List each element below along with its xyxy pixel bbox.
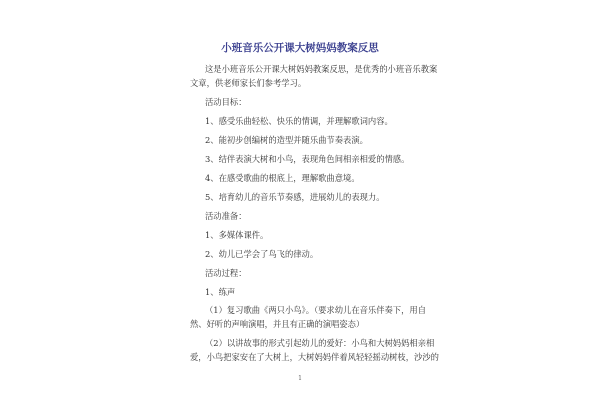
step1-item1-line1: （1）复习歌曲《两只小鸟》。（要求幼儿在音乐伴奏下，用自 [205,305,426,315]
step1-item1-line2: 然、好听的声响演唱，并且有正确的演唱姿态） [190,319,365,329]
page-number: 1 [298,375,302,382]
step1-item2-line2: 爱，小鸟把家安在了大树上，大树妈妈伴着风轻轻摇动树枝，沙沙的 [190,352,439,362]
goal-item-5: 5、培育幼儿的音乐节奏感，进展幼儿的表现力。 [205,192,385,202]
goal-item-2: 2、能初步创编树的造型并随乐曲节奏表演。 [205,135,368,145]
goals-heading: 活动目标： [205,97,247,107]
goal-item-3: 3、结伴表演大树和小鸟，表现角色间相亲相爱的情感。 [205,154,410,164]
goal-item-1: 1、感受乐曲轻松、快乐的情调，并理解歌词内容。 [205,116,393,126]
intro-line-1: 这是小班音乐公开课大树妈妈教案反思，是优秀的小班音乐教案 [205,64,438,74]
intro-line-2: 文章，供老师家长们参考学习。 [190,78,307,88]
prep-item-1: 1、多媒体课件。 [205,230,269,240]
step1-item2-line1: （2）以讲故事的形式引起幼儿的爱好：小鸟和大树妈妈相亲相 [205,338,435,348]
goal-item-4: 4、在感受歌曲的根底上，理解歌曲意境。 [205,173,360,183]
document-title: 小班音乐公开课大树妈妈教案反思 [221,42,379,54]
process-step-1: 1、练声 [205,287,236,297]
prep-item-2: 2、幼儿已学会了鸟飞的律动。 [205,249,319,259]
process-heading: 活动过程： [205,268,247,278]
prep-heading: 活动准备： [205,211,247,221]
